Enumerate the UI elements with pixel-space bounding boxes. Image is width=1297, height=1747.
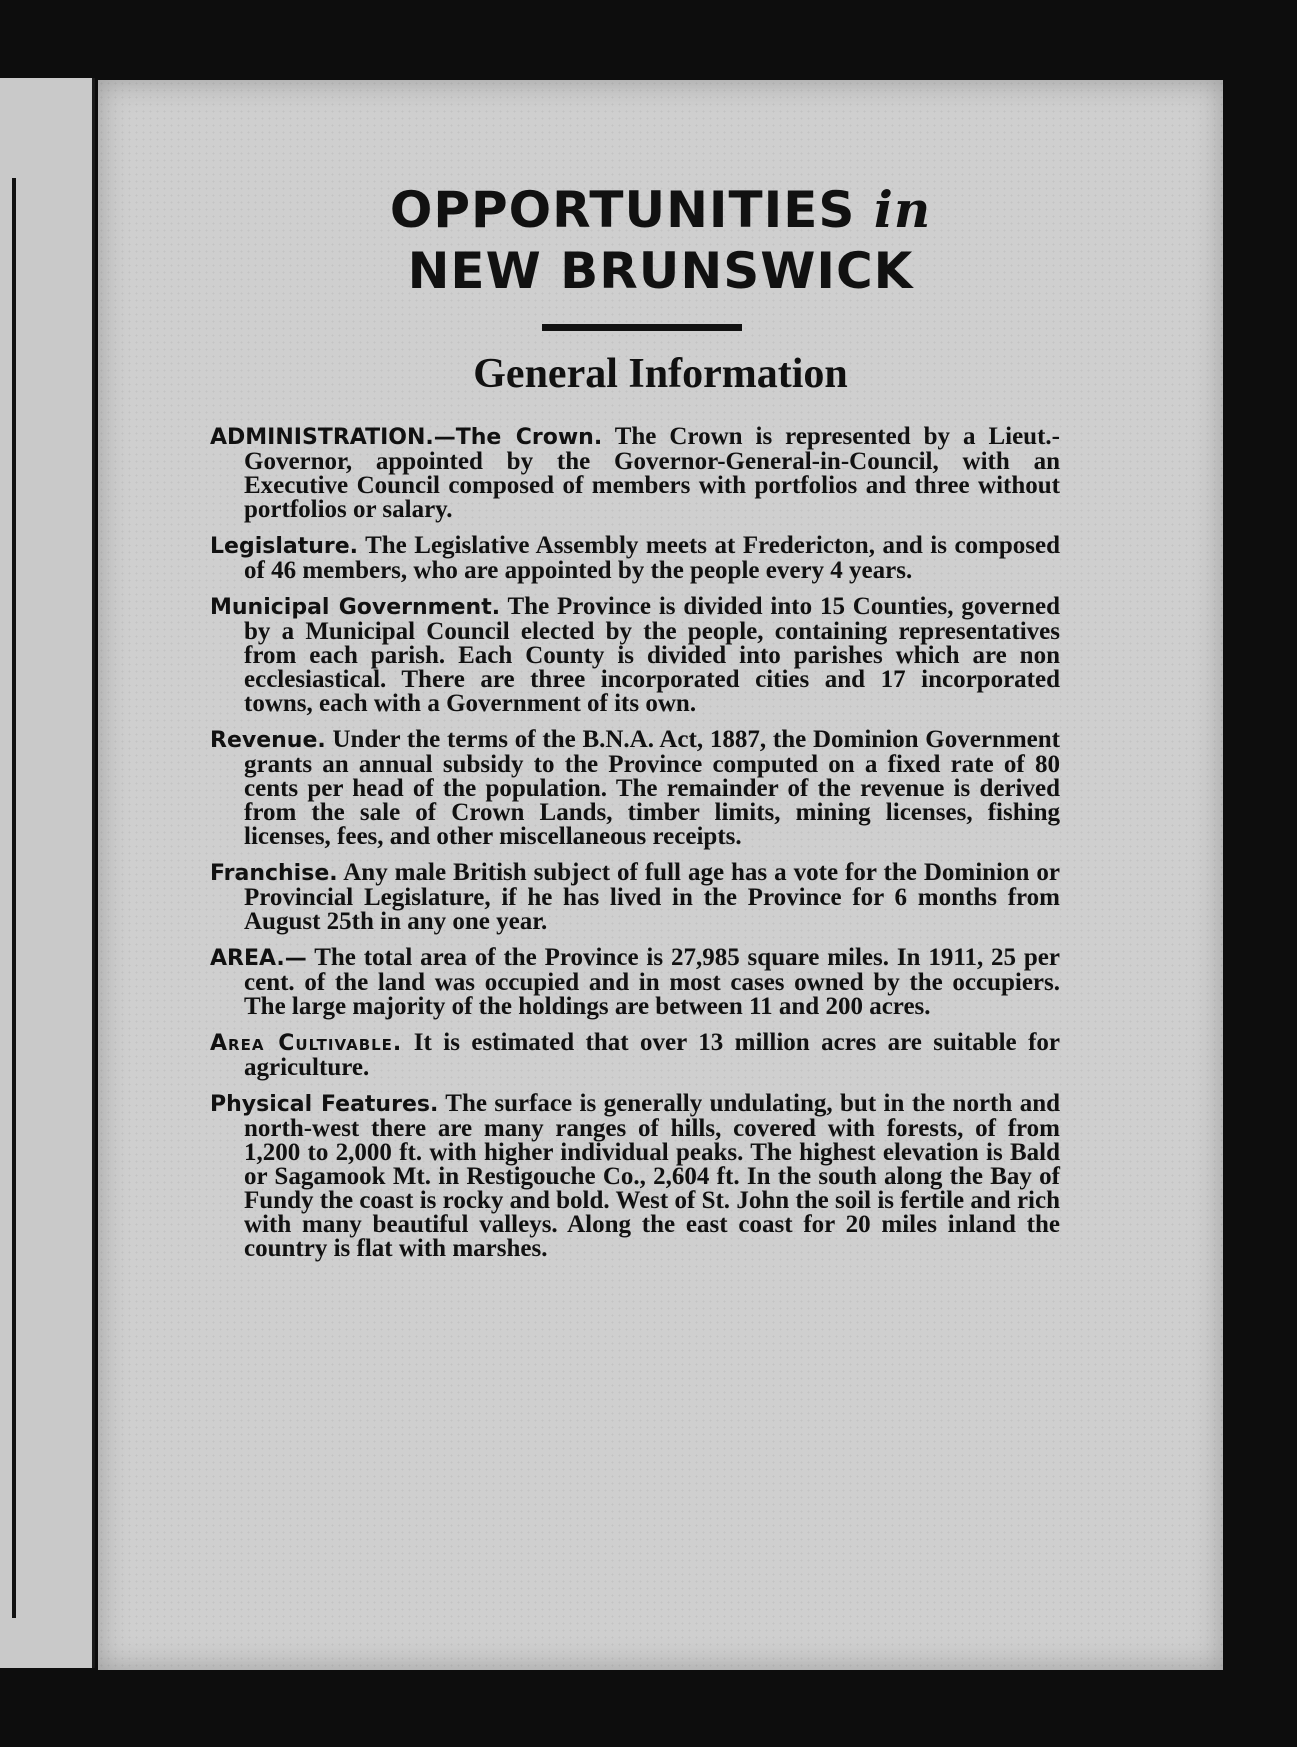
section-franchise [210, 861, 1060, 934]
section-heading: Legislature. [210, 534, 359, 559]
section-text: The Province is divided into 15 Counties, governed by a Municipal Council elected by the people, containing representatives from each parish. Each County is divided into parishes which are non ecclesiastical. There are three incorporated cities and 17 incorporated towns, each with a Government of its own. [244, 593, 1060, 717]
section-text: The surface is generally undulating, but in the north and north-west there are many ranges of hills, covered with forests, of from 1,200 to 2,000 ft. with higher individual peaks. The highest elevation is Bald or Sagamook Mt. in Restigouche Co., 2,604 ft. In the south along the Bay of Fundy the coast is rocky and bold. West of St. John the soil is fertile and rich with many beautiful valleys. Along the east coast for 20 miles inland the country is flat with marshes. [244, 1090, 1061, 1262]
section-text: Any male British subject of full age has a vote for the Dominion or Provincial Legislature, if he has lived in the Province for 6 months from August 25th in any one year. [244, 859, 1060, 935]
page-binding-line [0, 178, 16, 1618]
body-text [210, 425, 1060, 1273]
section-subtitle: General Information [473, 351, 848, 397]
facing-page-edge [0, 78, 95, 1668]
page-title-line-1 [98, 180, 1223, 239]
section-heading: Franchise. [210, 861, 338, 886]
section-text: The Crown is represented by a Lieut.-Governor, appointed by the Governor-General-in-Council, with an Executive Council composed of members with portfolios and three without portfolios or salary. [244, 423, 1060, 523]
page-title-line-2: NEW BRUNSWICK [407, 242, 914, 300]
section-text: The Legislative Assembly meets at Fredericton, and is composed of 46 members, who are appointed by the people every 4 years. [244, 532, 1060, 584]
section-area-cultivable [210, 1031, 1060, 1080]
section-text: Under the terms of the B.N.A. Act, 1887, the Dominion Government grants an annual subsidy to the Province computed on a fixed rate of 80 cents per head of the population. The remainder of the revenue is derived from the sale of Crown Lands, timber limits, mining licenses, fishing licenses, fees, and other miscellaneous receipts. [244, 726, 1060, 850]
document-page [98, 80, 1223, 1670]
section-heading: Area Cultivable. [210, 1031, 403, 1056]
section-legislature [210, 534, 1060, 583]
section-heading: Revenue. [210, 728, 326, 753]
section-physical-features [210, 1092, 1060, 1261]
section-heading: AREA.— [210, 946, 307, 971]
title-divider [542, 324, 742, 331]
section-area [210, 946, 1060, 1019]
section-text: It is estimated that over 13 million acres are suitable for agriculture. [244, 1029, 1060, 1081]
section-municipal-government [210, 595, 1060, 716]
section-heading: Municipal Government. [210, 595, 501, 620]
section-text: The total area of the Province is 27,985 square miles. In 1911, 25 per cent. of the land was occupied and in most cases owned by the occupiers. The large majority of the holdings are between 11 and 200 acres. [244, 944, 1060, 1020]
title-main-word: OPPORTUNITIES [389, 181, 856, 239]
section-revenue [210, 728, 1060, 849]
section-administration [210, 425, 1060, 522]
title-in-word: in [873, 180, 932, 239]
section-heading: Physical Features. [210, 1092, 439, 1117]
section-heading: ADMINISTRATION.—The Crown. [210, 425, 603, 450]
